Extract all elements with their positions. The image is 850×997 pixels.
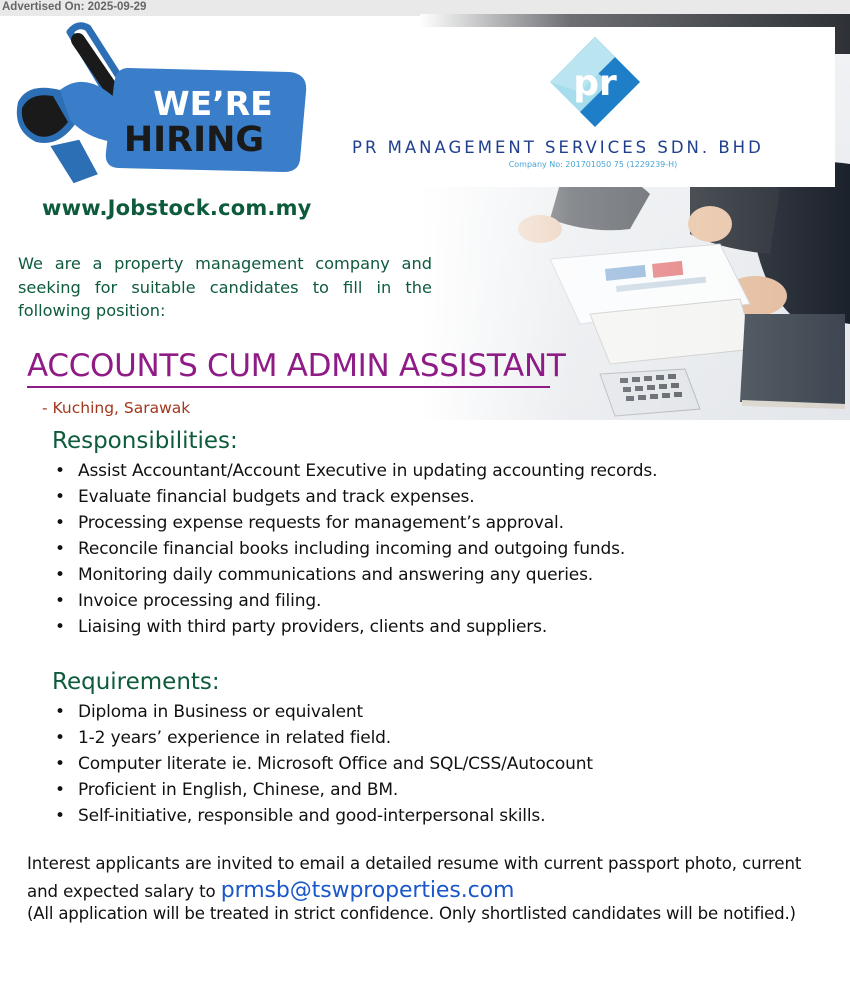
company-name: PR MANAGEMENT SERVICES SDN. BHD bbox=[352, 138, 764, 157]
contact-email[interactable]: prmsb@tswproperties.com bbox=[220, 878, 515, 903]
hiring-line1: WE’RE bbox=[153, 84, 273, 123]
intro-text: We are a property management company and seeking for suitable candidates to fill in the following position: bbox=[18, 254, 432, 320]
list-item: • 1-2 years’ experience in related field. bbox=[52, 725, 593, 751]
list-item: • Reconcile financial books including incoming and outgoing funds. bbox=[52, 536, 657, 562]
application-text: Interest applicants are invited to email a detailed resume with current passport photo, current and expected salary to bbox=[27, 854, 802, 901]
list-item: • Diploma in Business or equivalent bbox=[52, 699, 593, 725]
requirements-list bbox=[52, 699, 593, 829]
hiring-badge bbox=[8, 20, 313, 190]
job-title: ACCOUNTS CUM ADMIN ASSISTANT bbox=[27, 348, 566, 384]
confidentiality-note: (All application will be treated in strict confidence. Only shortlisted candidates will be notified.) bbox=[27, 904, 796, 923]
list-item: • Computer literate ie. Microsoft Office and SQL/CSS/Autocount bbox=[52, 751, 593, 777]
job-location: - Kuching, Sarawak bbox=[42, 399, 191, 417]
company-number: Company No: 201701050 75 (1229239-H) bbox=[508, 160, 678, 169]
list-item: • Processing expense requests for management’s approval. bbox=[52, 510, 657, 536]
responsibilities-list bbox=[52, 458, 657, 640]
application-instructions bbox=[27, 850, 837, 905]
website-link[interactable]: www.Jobstock.com.my bbox=[42, 196, 312, 220]
list-item: • Evaluate financial budgets and track expenses. bbox=[52, 484, 657, 510]
list-item: • Liaising with third party providers, clients and suppliers. bbox=[52, 614, 657, 640]
list-item: • Monitoring daily communications and answering any queries. bbox=[52, 562, 657, 588]
title-underline bbox=[27, 386, 550, 388]
list-item: • Invoice processing and filing. bbox=[52, 588, 657, 614]
list-item: • Self-initiative, responsible and good-interpersonal skills. bbox=[52, 803, 593, 829]
advertised-date: Advertised On: 2025-09-29 bbox=[2, 1, 147, 13]
company-logo-letters: pr bbox=[573, 63, 617, 104]
hiring-line2: HIRING bbox=[123, 120, 265, 160]
responsibilities-heading: Responsibilities: bbox=[52, 428, 238, 454]
list-item: • Assist Accountant/Account Executive in updating accounting records. bbox=[52, 458, 657, 484]
company-logo-block bbox=[345, 27, 835, 187]
list-item: • Proficient in English, Chinese, and BM. bbox=[52, 777, 593, 803]
company-logo bbox=[345, 27, 835, 187]
requirements-heading: Requirements: bbox=[52, 669, 220, 695]
